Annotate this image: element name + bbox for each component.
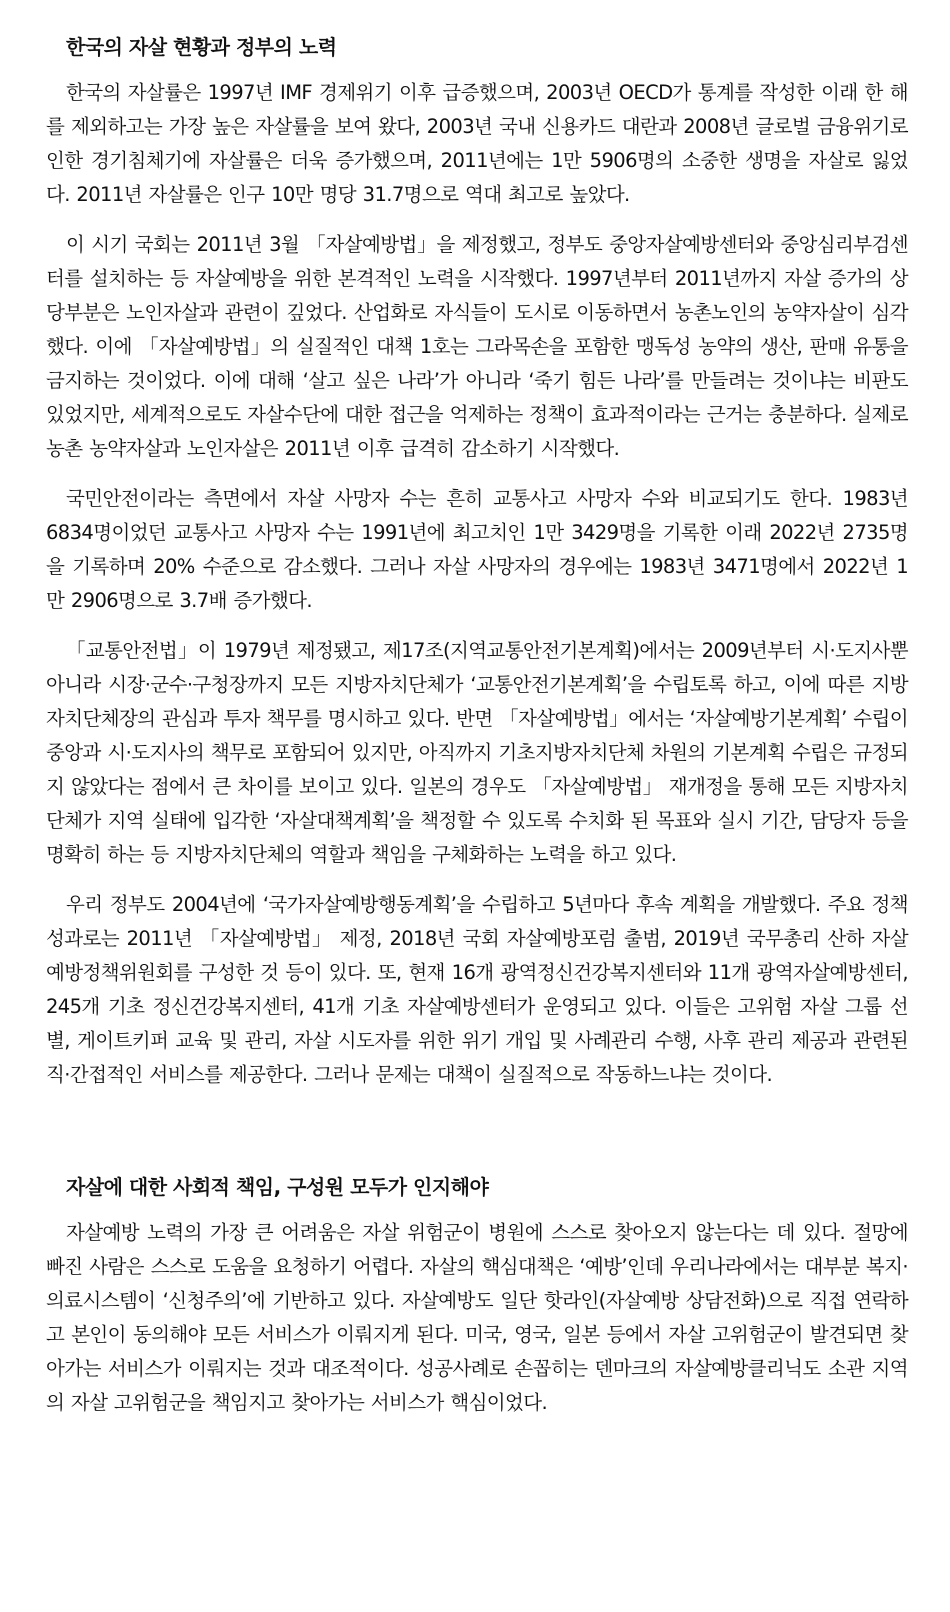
article (46, 22, 908, 1436)
paragraph: 「교통안전법」이 1979년 제정됐고, 제17조(지역교통안전기본계획)에서는 2009년부터 시·도지사뿐 아니라 시장·군수·구청장까지 모든 지방자치단체가 ‘교통안전기본계획’을 수립토록 하고, 이에 따른 지방자치단체장의 관심과 투자 책무를 명시하고 있다. 반면 「자살예방법」에서는 ‘자살예방기본계획’ 수립이 중앙과 시·도지사의 책무로 포함되어 있지만, 아직까지 기초지방자치단체 차원의 기본계획 수립은 규정되지 않았다는 점에서 큰 차이를 보이고 있다. 일본의 경우도 「자살예방법」 재개정을 통해 모든 지방자치단체가 지역 실태에 입각한 ‘자살대책계획’을 책정할 수 있도록 수치화 된 목표와 실시 기간, 담당자 등을 명확히 하는 등 지방자치단체의 역할과 책임을 구체화하는 노력을 하고 있다. (46, 639, 908, 866)
paragraph: 우리 정부도 2004년에 ‘국가자살예방행동계획’을 수립하고 5년마다 후속 계획을 개발했다. 주요 정책 성과로는 2011년 「자살예방법」 제정, 2018년 국회 자살예방포럼 출범, 2019년 국무총리 산하 자살예방정책위원회를 구성한 것 등이 있다. 또, 현재 16개 광역정신건강복지센터와 11개 광역자살예방센터, 245개 기초 정신건강복지센터, 41개 기초 자살예방센터가 운영되고 있다. 이들은 고위험 자살 그룹 선별, 게이트키퍼 교육 및 관리, 자살 시도자를 위한 위기 개입 및 사례관리 수행, 사후 관리 제공과 관련된 직·간접적인 서비스를 제공한다. 그러나 문제는 대책이 실질적으로 작동하느냐는 것이다. (46, 893, 908, 1086)
section-heading: 한국의 자살 현황과 정부의 노력 (66, 35, 337, 59)
paragraph: 한국의 자살률은 1997년 IMF 경제위기 이후 급증했으며, 2003년 OECD가 통계를 작성한 이래 한 해를 제외하고는 가장 높은 자살률을 보여 왔다, 2003년 국내 신용카드 대란과 2008년 글로벌 금융위기로 인한 경기침체기에 자살률은 더욱 증가했으며, 2011년에는 1만 5906명의 소중한 생명을 자살로 잃었다. 2011년 자살률은 인구 10만 명당 31.7명으로 역대 최고로 높았다. (46, 81, 908, 206)
paragraph: 국민안전이라는 측면에서 자살 사망자 수는 흔히 교통사고 사망자 수와 비교되기도 한다. 1983년 6834명이었던 교통사고 사망자 수는 1991년에 최고치인 1만 3429명을 기록한 이래 2022년 2735명을 기록하며 20% 수준으로 감소했다. 그러나 자살 사망자의 경우에는 1983년 3471명에서 2022년 1만 2906명으로 3.7배 증가했다. (46, 487, 908, 612)
section-heading: 자살에 대한 사회적 책임, 구성원 모두가 인지해야 (66, 1175, 489, 1199)
section-spacer (46, 1108, 908, 1162)
paragraph: 자살예방 노력의 가장 큰 어려움은 자살 위험군이 병원에 스스로 찾아오지 않는다는 데 있다. 절망에 빠진 사람은 스스로 도움을 요청하기 어렵다. 자살의 핵심대책은 ‘예방’인데 우리나라에서는 대부분 복지·의료시스템이 ‘신청주의’에 기반하고 있다. 자살예방도 일단 핫라인(자살예방 상담전화)으로 직접 연락하고 본인이 동의해야 모든 서비스가 이뤄지게 된다. 미국, 영국, 일본 등에서 자살 고위험군이 발견되면 찾아가는 서비스가 이뤄지는 것과 대조적이다. 성공사례로 손꼽히는 덴마크의 자살예방클리닉도 소관 지역의 자살 고위험군을 책임지고 찾아가는 서비스가 핵심이었다. (46, 1221, 908, 1414)
paragraph: 이 시기 국회는 2011년 3월 「자살예방법」을 제정했고, 정부도 중앙자살예방센터와 중앙심리부검센터를 설치하는 등 자살예방을 위한 본격적인 노력을 시작했다. 1997년부터 2011년까지 자살 증가의 상당부분은 노인자살과 관련이 깊었다. 산업화로 자식들이 도시로 이동하면서 농촌노인의 농약자살이 심각했다. 이에 「자살예방법」의 실질적인 대책 1호는 그라목손을 포함한 맹독성 농약의 생산, 판매 유통을 금지하는 것이었다. 이에 대해 ‘살고 싶은 나라’가 아니라 ‘죽기 힘든 나라’를 만들려는 것이냐는 비판도 있었지만, 세계적으로도 자살수단에 대한 접근을 억제하는 정책이 효과적이라는 근거는 충분하다. 실제로 농촌 농약자살과 노인자살은 2011년 이후 급격히 감소하기 시작했다. (46, 233, 908, 460)
